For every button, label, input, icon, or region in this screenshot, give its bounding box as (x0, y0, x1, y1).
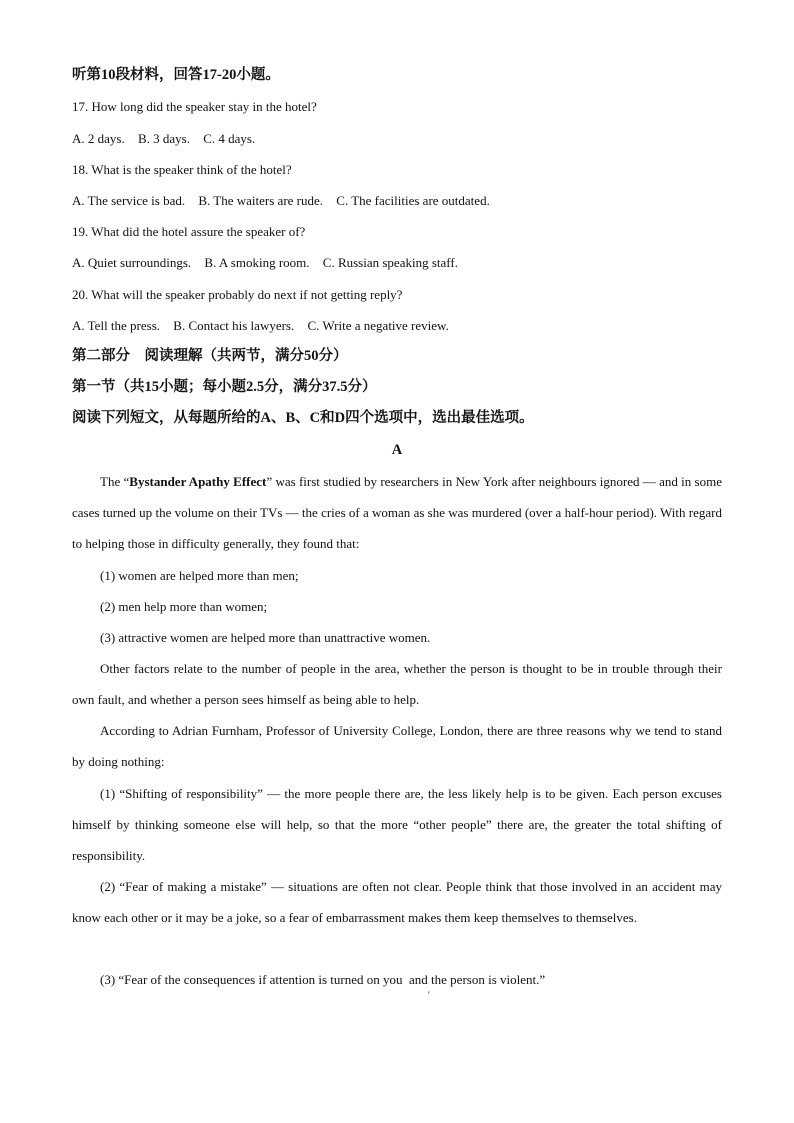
question-18-stem: 18. What is the speaker think of the hotel? (72, 162, 292, 177)
passage-paragraph-1 (72, 466, 722, 559)
subsection-title: 第一节（共15小题；每小题2.5分，满分37.5分） (72, 379, 377, 395)
option-c: C. The facilities are outdated. (336, 193, 490, 208)
instructions: 阅读下列短文，从每题所给的A、B、C和D四个选项中，选出最佳选项。 (72, 410, 534, 426)
stray-mark: ' (428, 990, 430, 1000)
option-c: C. 4 days. (203, 131, 256, 146)
option-a: A. Quiet surroundings. (72, 255, 192, 270)
option-b: B. 3 days. (137, 131, 190, 146)
question-20-stem: 20. What will the speaker probably do next if not getting reply? (72, 287, 403, 302)
listening-header: 听第10段材料，回答17-20小题。 (72, 67, 280, 83)
question-20-options (72, 318, 459, 334)
question-19-stem: 19. What did the hotel assure the speaker of? (72, 224, 306, 239)
option-b: B. The waiters are rude. (198, 193, 324, 208)
option-c: C. Write a negative review. (307, 318, 449, 333)
option-b: B. A smoking room. (204, 255, 310, 270)
question-17-stem: 17. How long did the speaker stay in the hotel? (72, 99, 317, 114)
option-a: A. The service is bad. (72, 193, 186, 208)
finding-3: (3) attractive women are helped more than unattractive women. (100, 630, 431, 645)
passage-paragraph-2: Other factors relate to the number of people in the area, whether the person is thought to be in trouble through their own fault, and whether a person sees himself as being able to help. (72, 661, 722, 707)
option-c: C. Russian speaking staff. (322, 255, 458, 270)
reason-1: (1) “Shifting of responsibility” — the more people there are, the less likely help is to be given. Each person excuses himself by thinking someone else will help, so that the more “other people” there are, the greater the total shifting of responsibility. (72, 786, 722, 863)
passage-paragraph-3: According to Adrian Furnham, Professor of University College, London, there are three reasons why we tend to stand by doing nothing: (72, 723, 722, 769)
passage-label: A (391, 442, 403, 458)
option-a: A. 2 days. (72, 131, 125, 146)
option-b: B. Contact his lawyers. (173, 318, 295, 333)
bold-term: Bystander Apathy Effect (129, 474, 267, 489)
question-18-options (72, 193, 500, 209)
reason-2: (2) “Fear of making a mistake” — situations are often not clear. People think that those involved in an accident may know each other or it may be a joke, so a fear of embarrassment makes them keep themselves to themselves. (72, 879, 722, 925)
reason-3: (3) “Fear of the consequences if attention is turned on you and the person is violent.” (100, 972, 546, 987)
option-a: A. Tell the press. (72, 318, 161, 333)
finding-2: (2) men help more than women; (100, 599, 268, 614)
question-19-options (72, 255, 468, 271)
paragraph-text: The “ (100, 474, 130, 489)
paragraph-text: ” was first studied by researchers in New York after neighbours ignored — and in some cases turned up the volume on their TVs — the cries of a woman as she was murdered (over a half-hour period). With regard to helping those in difficulty generally, they found that: (72, 474, 722, 551)
finding-1: (1) women are helped more than men; (100, 568, 299, 583)
section-title: 第二部分 阅读理解（共两节，满分50分） (72, 348, 348, 364)
question-17-options (72, 131, 265, 147)
